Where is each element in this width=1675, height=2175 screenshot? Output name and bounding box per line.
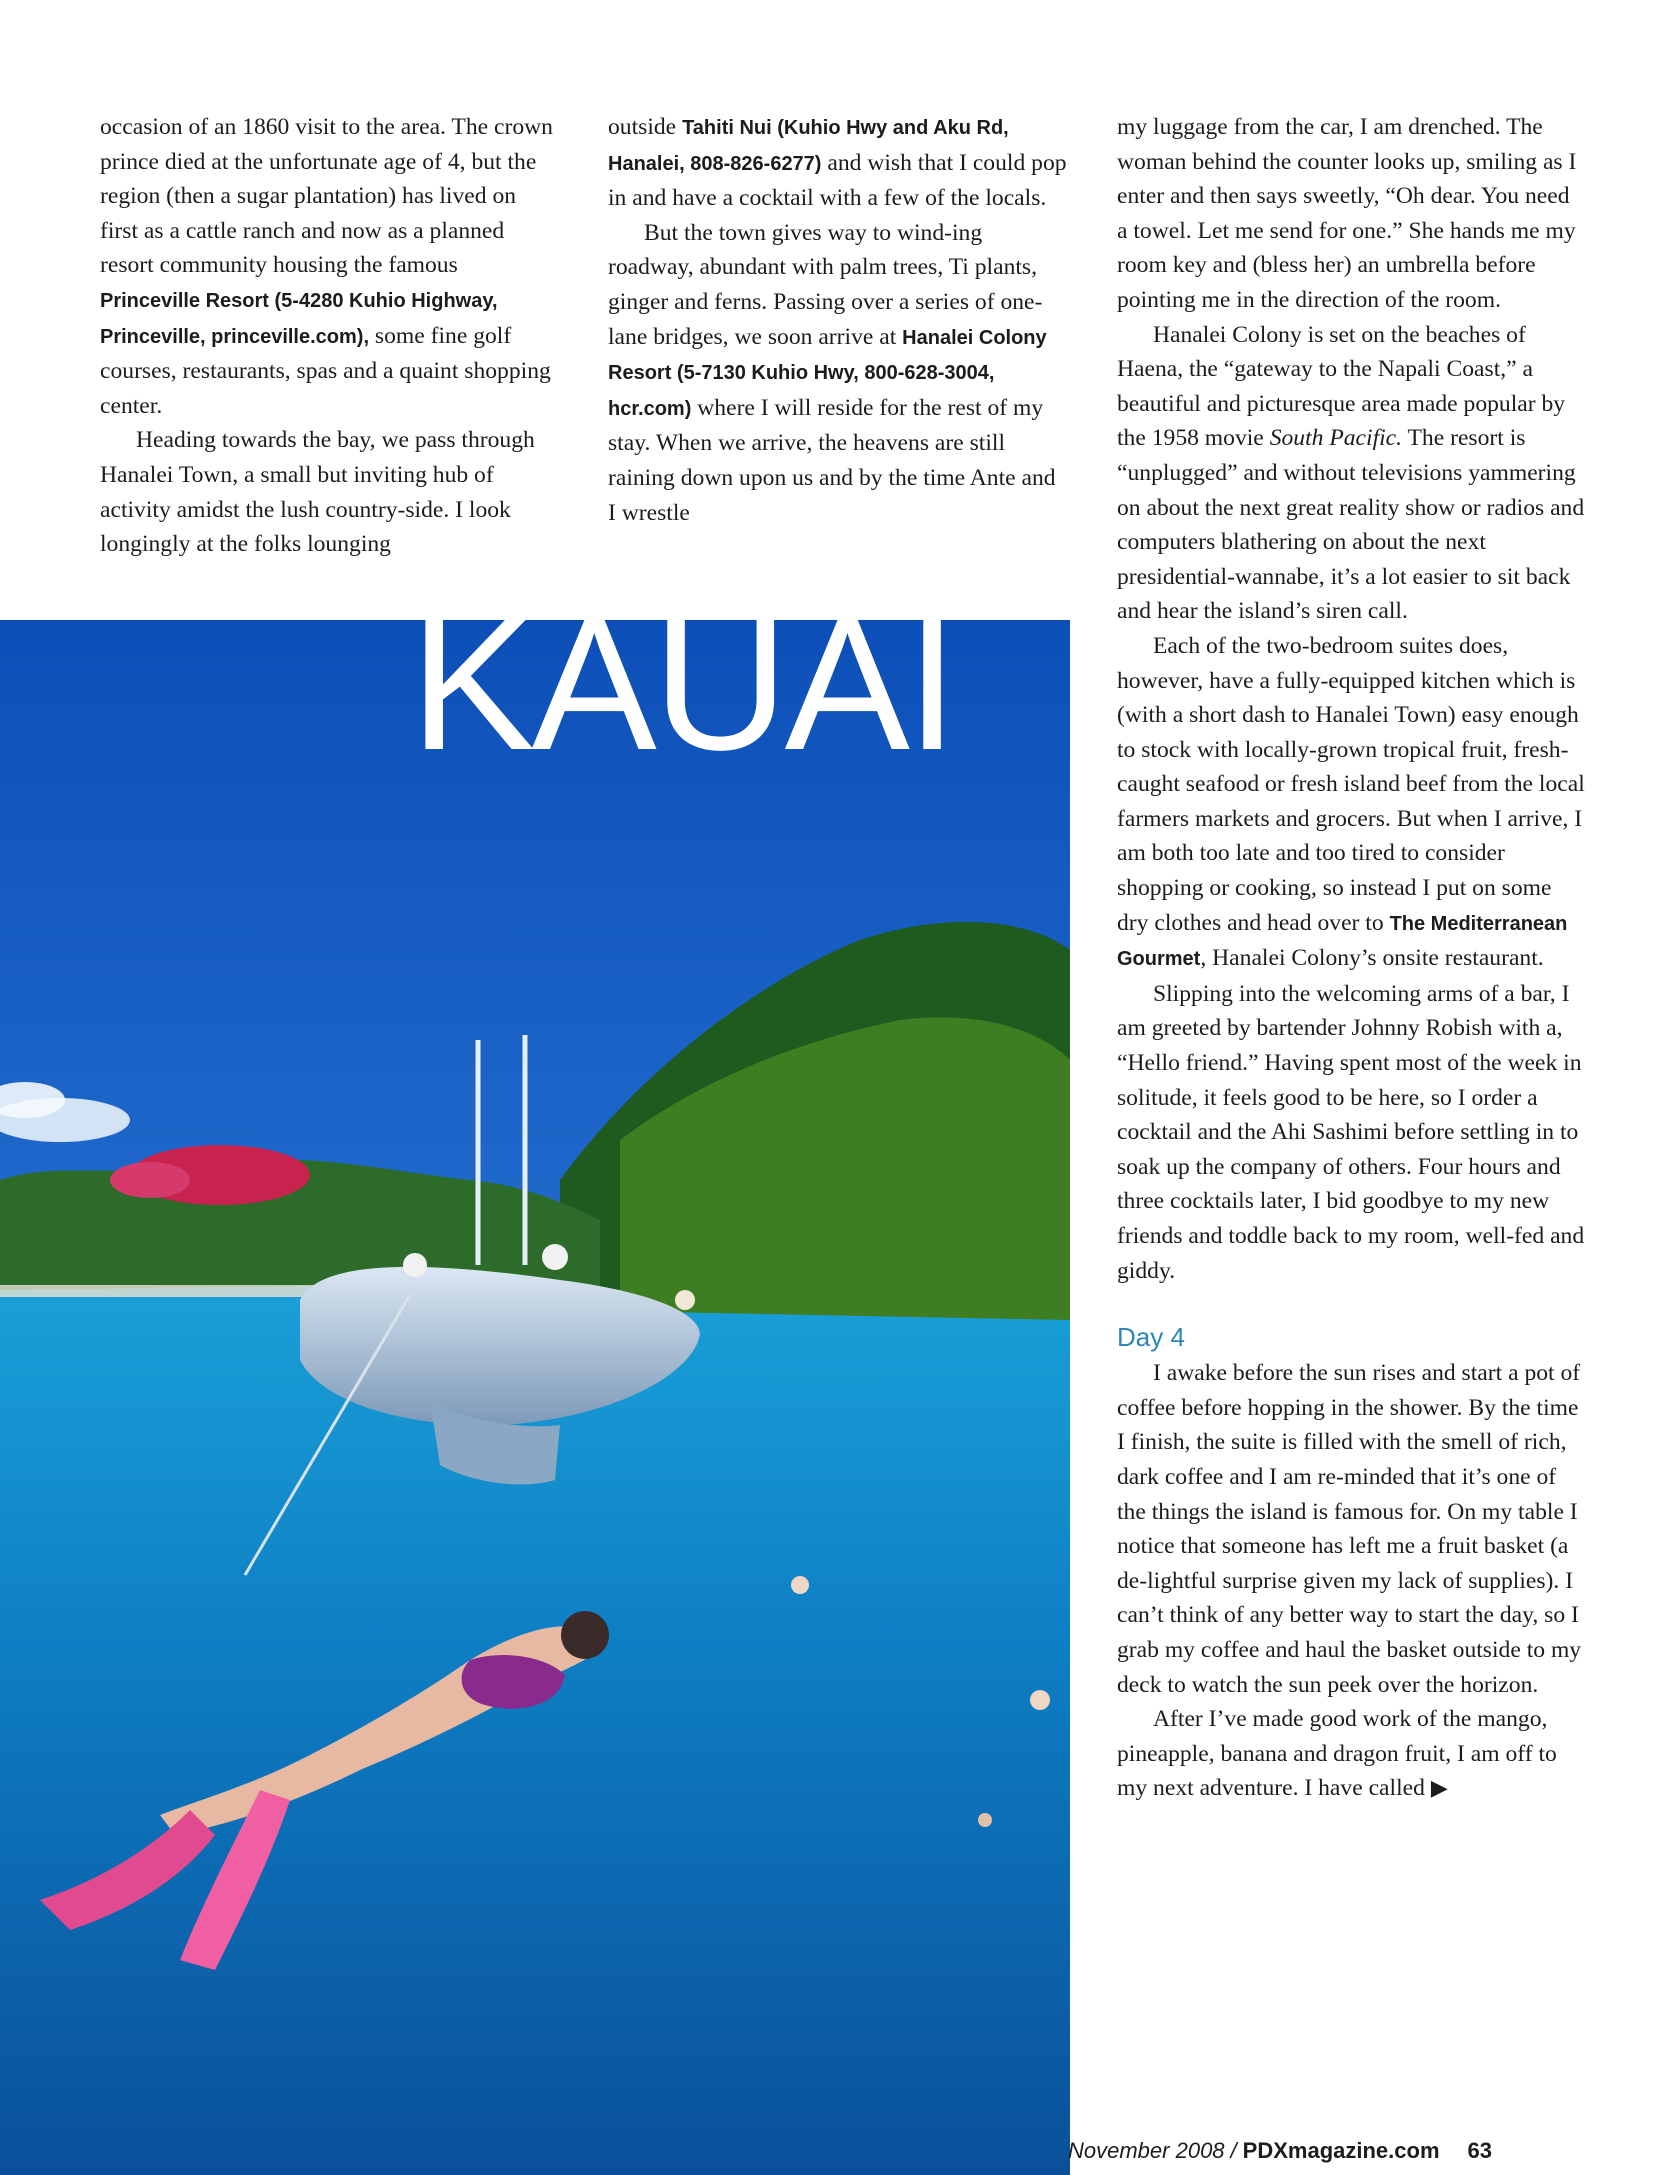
paragraph: I awake before the sun rises and start a pot of coffee before hopping in the shower. By the time I finish, the suite is filled with the smell of rich, dark coffee and I am re-minded that it’s one of the things the island is famous for. On my table I notice that someone has left me a fruit basket (a de-lightful surprise given my lack of supplies). I can’t think of any better way to start the day, so I grab my coffee and haul the basket outside to my deck to watch the sun peek over the horizon. [1117, 1360, 1582, 1698]
venue-name: Hanalei Colony Resort (5-7130 Kuhio Hwy, 800-628-3004, hcr.com) [608, 326, 1047, 420]
page-number: 63 [1467, 2138, 1492, 2163]
snorkeler-boat-photo [0, 620, 1070, 2175]
article-column-2 [608, 110, 1068, 530]
photo-illustration [0, 620, 1070, 2175]
article-column-1 [100, 110, 555, 562]
magazine-site: PDXmagazine.com [1242, 2138, 1440, 2163]
paragraph: occasion of an 1860 visit to the area. The crown prince died at the unfortunate age of 4, but the region (then a sugar plantation) has lived on first as a cattle ranch and now as a planned resort community housing the famous Princeville Resort (5-4280 Kuhio Highway, Princeville, princeville.com), some fine golf courses, restaurants, spas and a quaint shopping center. [100, 114, 553, 419]
movie-title: South Pacific. [1269, 425, 1403, 452]
paragraph: Slipping into the welcoming arms of a bar, I am greeted by bartender Johnny Robish with a, “Hello friend.” Having spent most of the week in solitude, it feels good to be here, so I order a cocktail and the Ahi Sashimi before settling in to soak up the company of others. Four hours and three cocktails later, I bid goodbye to my new friends and toddle back to my room, well-fed and giddy. [1117, 980, 1585, 1284]
venue-name: Tahiti Nui (Kuhio Hwy and Aku Rd, Hanalei, 808-826-6277) [608, 117, 1009, 175]
paragraph: After I’ve made good work of the mango, pineapple, banana and dragon fruit, I am off to my next adventure. I have called ▶ [1117, 1706, 1557, 1802]
paragraph: Hanalei Colony is set on the beaches of Haena, the “gateway to the Napali Coast,” a beautiful and picturesque area made popular by the 1958 movie South Pacific. The resort is “unplugged” and without televisions yammering on about the next great reality show or radios and computers blathering on about the next presidential-wannabe, it’s a lot easier to sit back and hear the island’s siren call. [1117, 321, 1585, 625]
venue-name: Princeville Resort (5-4280 Kuhio Highway, Princeville, princeville.com), [100, 289, 498, 348]
page-footer [1068, 2138, 1492, 2164]
paragraph: But the town gives way to wind-ing roadway, abundant with palm trees, Ti plants, ginger and ferns. Passing over a series of one-lane bridges, we soon arrive at Hanalei Colony Resort (5-7130 Kuhio Hwy, 800-628-3004, hcr.com) where I will reside for the rest of my stay. When we arrive, the heavens are still raining down upon us and by the time Ante and I wrestle [608, 219, 1056, 526]
continue-arrow-icon: ▶ [1430, 1775, 1448, 1801]
paragraph: my luggage from the car, I am drenched. The woman behind the counter looks up, smiling as I enter and then says sweetly, “Oh dear. You need a towel. Let me send for one.” She hands me my room key and (bless her) an umbrella before pointing me in the direction of the room. [1117, 114, 1577, 313]
paragraph: outside Tahiti Nui (Kuhio Hwy and Aku Rd, Hanalei, 808-826-6277) and wish that I could pop in and have a cocktail with a few of the locals. [608, 114, 1067, 212]
paragraph: Each of the two-bedroom suites does, however, have a fully-equipped kitchen which is (with a short dash to Hanalei Town) easy enough to stock with locally-grown tropical fruit, fresh-caught seafood or fresh island beef from the local farmers markets and grocers. But when I arrive, I am both too late and too tired to consider shopping or cooking, so instead I put on some dry clothes and head over to The Mediterranean Gourmet, Hanalei Colony’s onsite restaurant. [1117, 632, 1585, 972]
feature-title: KAUAI [410, 590, 955, 789]
venue-name: The Mediterranean Gourmet [1117, 912, 1568, 971]
paragraph: Heading towards the bay, we pass through Hanalei Town, a small but inviting hub of activity amidst the lush country-side. I look longingly at the folks lounging [100, 427, 535, 558]
section-heading: Day 4 [1117, 1322, 1185, 1353]
issue-date: November 2008 [1068, 2138, 1225, 2163]
article-column-3 [1117, 110, 1585, 1806]
footer-separator: / [1230, 2138, 1237, 2163]
